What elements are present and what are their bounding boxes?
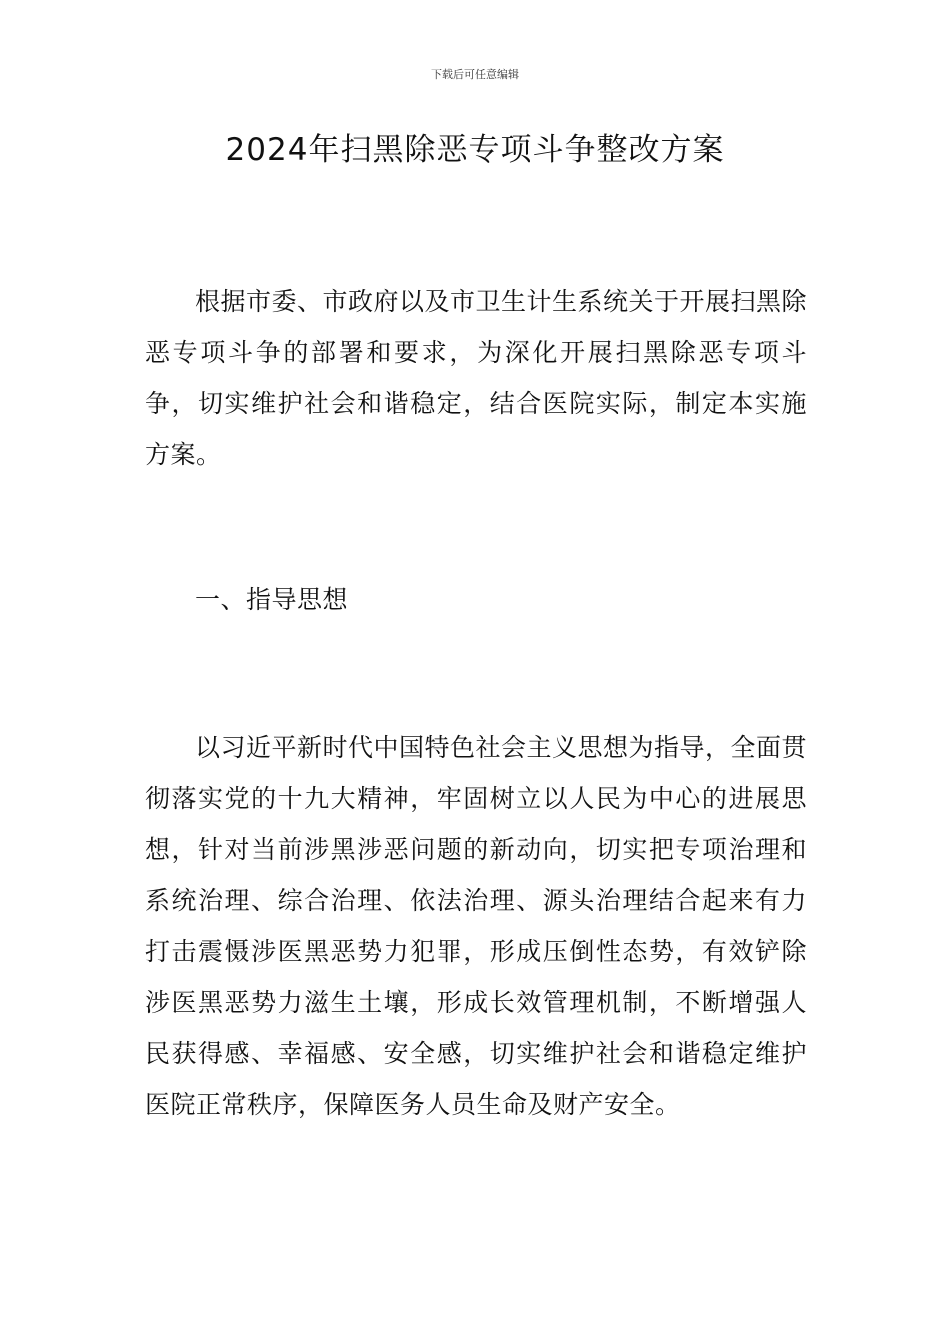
header-note: 下载后可任意编辑 <box>431 68 519 81</box>
section-heading-guiding-ideology: 一、指导思想 <box>195 585 349 614</box>
intro-paragraph: 根据市委、市政府以及市卫生计生系统关于开展扫黑除恶专项斗争的部署和要求，为深化开展扫黑除恶专项斗争，切实维护社会和谐稳定，结合医院实际，制定本实施方案。 <box>145 287 808 469</box>
guiding-ideology-paragraph: 以习近平新时代中国特色社会主义思想为指导，全面贯彻落实党的十九大精神，牢固树立以人民为中心的进展思想，针对当前涉黑涉恶问题的新动向，切实把专项治理和系统治理、综合治理、依法治理、源头治理结合起来有力打击震慑涉医黑恶势力犯罪，形成压倒性态势，有效铲除涉医黑恶势力滋生土壤，形成长效管理机制，不断增强人民获得感、幸福感、安全感，切实维护社会和谐稳定维护医院正常秩序，保障医务人员生命及财产安全。 <box>145 733 808 1119</box>
document-title: 2024年扫黑除恶专项斗争整改方案 <box>225 132 725 168</box>
